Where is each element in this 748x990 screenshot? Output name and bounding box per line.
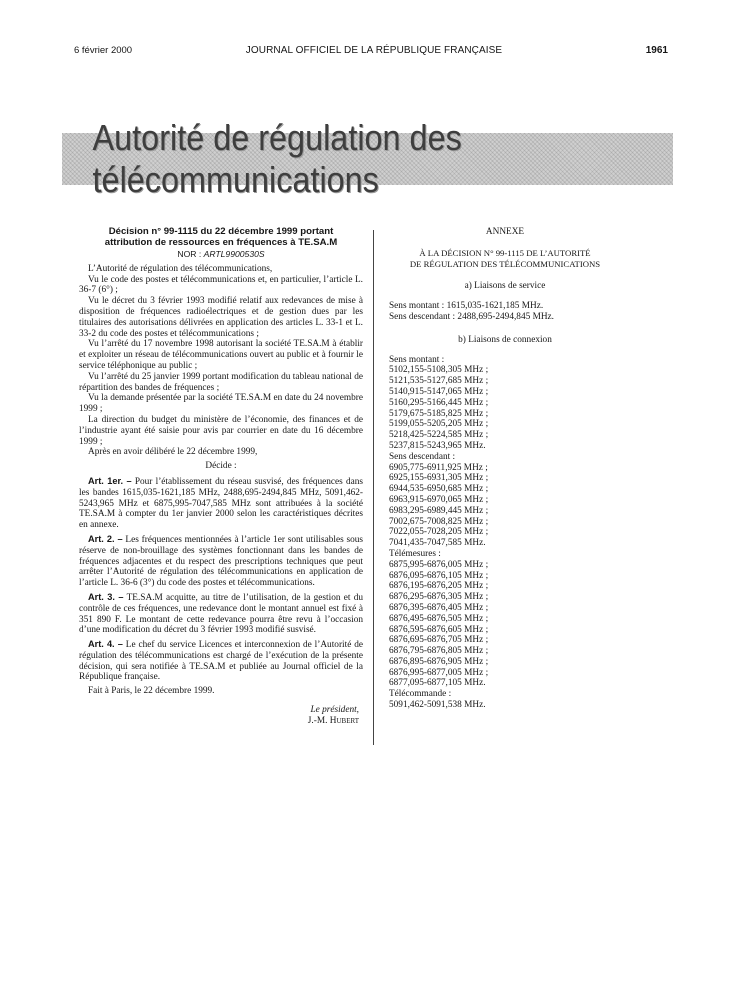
preamble-paragraph: L’Autorité de régulation des télécommunications,	[88, 263, 273, 274]
list-item: 7041,435-7047,585 MHz.	[389, 538, 486, 549]
list-item: 6876,295-6876,305 MHz ;	[389, 592, 489, 603]
article-label: Art. 2. –	[88, 533, 123, 544]
list-item: 6876,395-6876,405 MHz ;	[389, 602, 489, 613]
service-up: Sens montant : 1615,035-1621,185 MHz.	[389, 301, 544, 312]
decision-title-line-2: attribution de ressources en fréquences à TE.SA.M	[104, 236, 338, 248]
annex-title: ANNEXE	[485, 227, 525, 237]
list-item: 6876,495-6876,505 MHz ;	[389, 613, 489, 624]
article-text: Pour l’établissement du réseau susvisé, des fréquences dans les bandes 1615,035-1621,185 MHz, 2488,695-2494,845 MHz, 5091,462-5243,965 MHz et 6875,995-7047,585 MHz sont attribuées à la société TE.SA.M à compter du 1er janvier 2000 selon les caractéristiques décrites en annexe.	[79, 476, 363, 531]
preamble-paragraph: Après en avoir délibéré le 22 décembre 1999,	[88, 447, 258, 458]
list-heading: Télémesures :	[389, 548, 441, 559]
decision-title-line-1: Décision n° 99-1115 du 22 décembre 1999 portant	[108, 226, 334, 237]
list-item: 6876,695-6876,705 MHz ;	[389, 635, 489, 646]
page-number: 1961	[645, 45, 668, 56]
signature-role: Le président,	[310, 705, 359, 716]
list-item: 6876,595-6876,605 MHz ;	[389, 624, 489, 635]
annex-subtitle	[389, 248, 621, 270]
annex-subtitle-line-1: À LA DÉCISION N° 99-1115 DE L’AUTORITÉ	[419, 247, 591, 258]
list-item: 6963,915-6970,065 MHz ;	[389, 494, 489, 505]
telemetry-list	[389, 549, 621, 689]
list-item: 7022,055-7028,205 MHz ;	[389, 527, 489, 538]
done-at: Fait à Paris, le 22 décembre 1999.	[88, 686, 215, 697]
signature	[79, 705, 363, 727]
article-label: Art. 3. –	[88, 591, 124, 602]
preamble-paragraph: Vu le décret du 3 février 1993 modifié relatif aux redevances de mise à disposition de fréquences radioélectriques et de gestion dues par les titulaires des autorisations délivrées en application des articles L. 33-1 et L. 33-2 du code des postes et télécommunications ;	[79, 296, 363, 339]
connexion-heading: b) Liaisons de connexion	[458, 334, 552, 345]
list-item: 5140,915-5147,065 MHz ;	[389, 386, 489, 397]
list-item: 6876,095-6876,105 MHz ;	[389, 570, 489, 581]
list-heading: Télécommande :	[389, 689, 452, 700]
list-item: 5160,295-5166,445 MHz ;	[389, 397, 489, 408]
list-item: 6905,775-6911,925 MHz ;	[389, 462, 488, 473]
service-down: Sens descendant : 2488,695-2494,845 MHz.	[389, 311, 554, 322]
list-item: 5218,425-5224,585 MHz ;	[389, 430, 489, 441]
preamble-paragraph: Vu l’arrêté du 25 janvier 1999 portant modification du tableau national de répartition des bandes de fréquences ;	[79, 371, 363, 393]
list-item: 6876,995-6877,005 MHz ;	[389, 667, 489, 678]
list-item: 6876,795-6876,805 MHz ;	[389, 646, 489, 657]
list-item: 5121,535-5127,685 MHz ;	[389, 376, 489, 387]
list-item: 6944,535-6950,685 MHz ;	[389, 484, 489, 495]
list-item: 5102,155-5108,305 MHz ;	[389, 365, 489, 376]
list-item: 6876,195-6876,205 MHz ;	[389, 581, 489, 592]
annex-subtitle-line-2: DE RÉGULATION DES TÉLÉCOMMUNICATIONS	[409, 258, 601, 269]
nor-reference	[79, 249, 363, 260]
nor-label: NOR :	[177, 249, 202, 259]
column-divider	[373, 230, 374, 745]
article-label: Art. 1er. –	[88, 475, 132, 486]
decide-heading: Décide :	[205, 461, 237, 472]
telecommand-list	[389, 689, 621, 711]
annex-column	[389, 227, 621, 711]
preamble	[79, 264, 363, 458]
preamble-paragraph: Vu le code des postes et télécommunications et, en particulier, l’article L. 36-7 (6°) ;	[79, 274, 363, 296]
list-item: 6983,295-6989,445 MHz ;	[389, 505, 489, 516]
list-item: 5179,675-5185,825 MHz ;	[389, 408, 489, 419]
list-heading: Sens descendant :	[389, 451, 456, 462]
article-text: Les fréquences mentionnées à l’article 1er sont utilisables sous réserve de non-brouillage des systèmes fonctionnant dans les bandes de fréquences adjacentes et du respect des prescriptions techniques que peut arrêter l’Autorité de régulation des télécommunications en application de l’article L. 36-6 (3°) du code des postes et télécommunications.	[79, 534, 364, 589]
list-item: 7002,675-7008,825 MHz ;	[389, 516, 489, 527]
article-2	[79, 534, 363, 589]
banner-title: Autorité de régulation des télécommunications	[92, 117, 462, 200]
list-item: 6876,895-6876,905 MHz ;	[389, 656, 489, 667]
article-text: Le chef du service Licences et interconnexion de l’Autorité de régulation des télécommunications est chargé de l’exécution de la présente décision, qui sera notifiée à TE.SA.M et publiée au Journal officiel de la République française.	[79, 640, 364, 683]
decision-column	[79, 227, 363, 727]
decision-title	[79, 227, 363, 248]
article-4	[79, 639, 363, 683]
header-date: 6 février 2000	[74, 45, 133, 56]
authority-banner	[62, 117, 673, 200]
downlink-list	[389, 452, 621, 549]
list-item: 5199,055-5205,205 MHz ;	[389, 419, 489, 430]
list-heading: Sens montant :	[389, 354, 445, 365]
article-text: TE.SA.M acquitte, au titre de l’utilisation, de la gestion et du contrôle de ces fréquences, une redevance dont le montant annuel est fixé à 351 890 F. Le montant de cette redevance pourra être revu à l’occasion d’une modification du décret du 3 février 1993 modifié susvisé.	[79, 592, 364, 636]
article-label: Art. 4. –	[88, 639, 123, 650]
preamble-paragraph: Vu l’arrêté du 17 novembre 1998 autorisant la société TE.SA.M à établir et exploiter un réseau de télécommunications ouvert au public et à fournir le service téléphonique au public ;	[79, 339, 363, 371]
preamble-paragraph: La direction du budget du ministère de l’économie, des finances et de l’industrie ayant été saisie pour avis par courrier en date du 16 décembre 1999 ;	[79, 414, 363, 447]
list-item: 5091,462-5091,538 MHz.	[389, 700, 486, 711]
uplink-list	[389, 355, 621, 452]
list-item: 6877,095-6877,105 MHz.	[389, 678, 486, 689]
preamble-paragraph: Vu la demande présentée par la société TE.SA.M en date du 24 novembre 1999 ;	[79, 393, 363, 415]
list-item: 5237,815-5243,965 MHz.	[389, 440, 486, 451]
nor-code: ARTL9900530S	[203, 249, 265, 259]
list-item: 6875,995-6876,005 MHz ;	[389, 559, 489, 570]
article-3	[79, 592, 363, 636]
service-heading: a) Liaisons de service	[464, 281, 546, 292]
journal-title: JOURNAL OFFICIEL DE LA RÉPUBLIQUE FRANÇAISE	[245, 45, 503, 56]
signature-name: J.-M. Hubert	[307, 716, 359, 727]
list-item: 6925,155-6931,305 MHz ;	[389, 473, 489, 484]
article-1	[79, 476, 363, 531]
